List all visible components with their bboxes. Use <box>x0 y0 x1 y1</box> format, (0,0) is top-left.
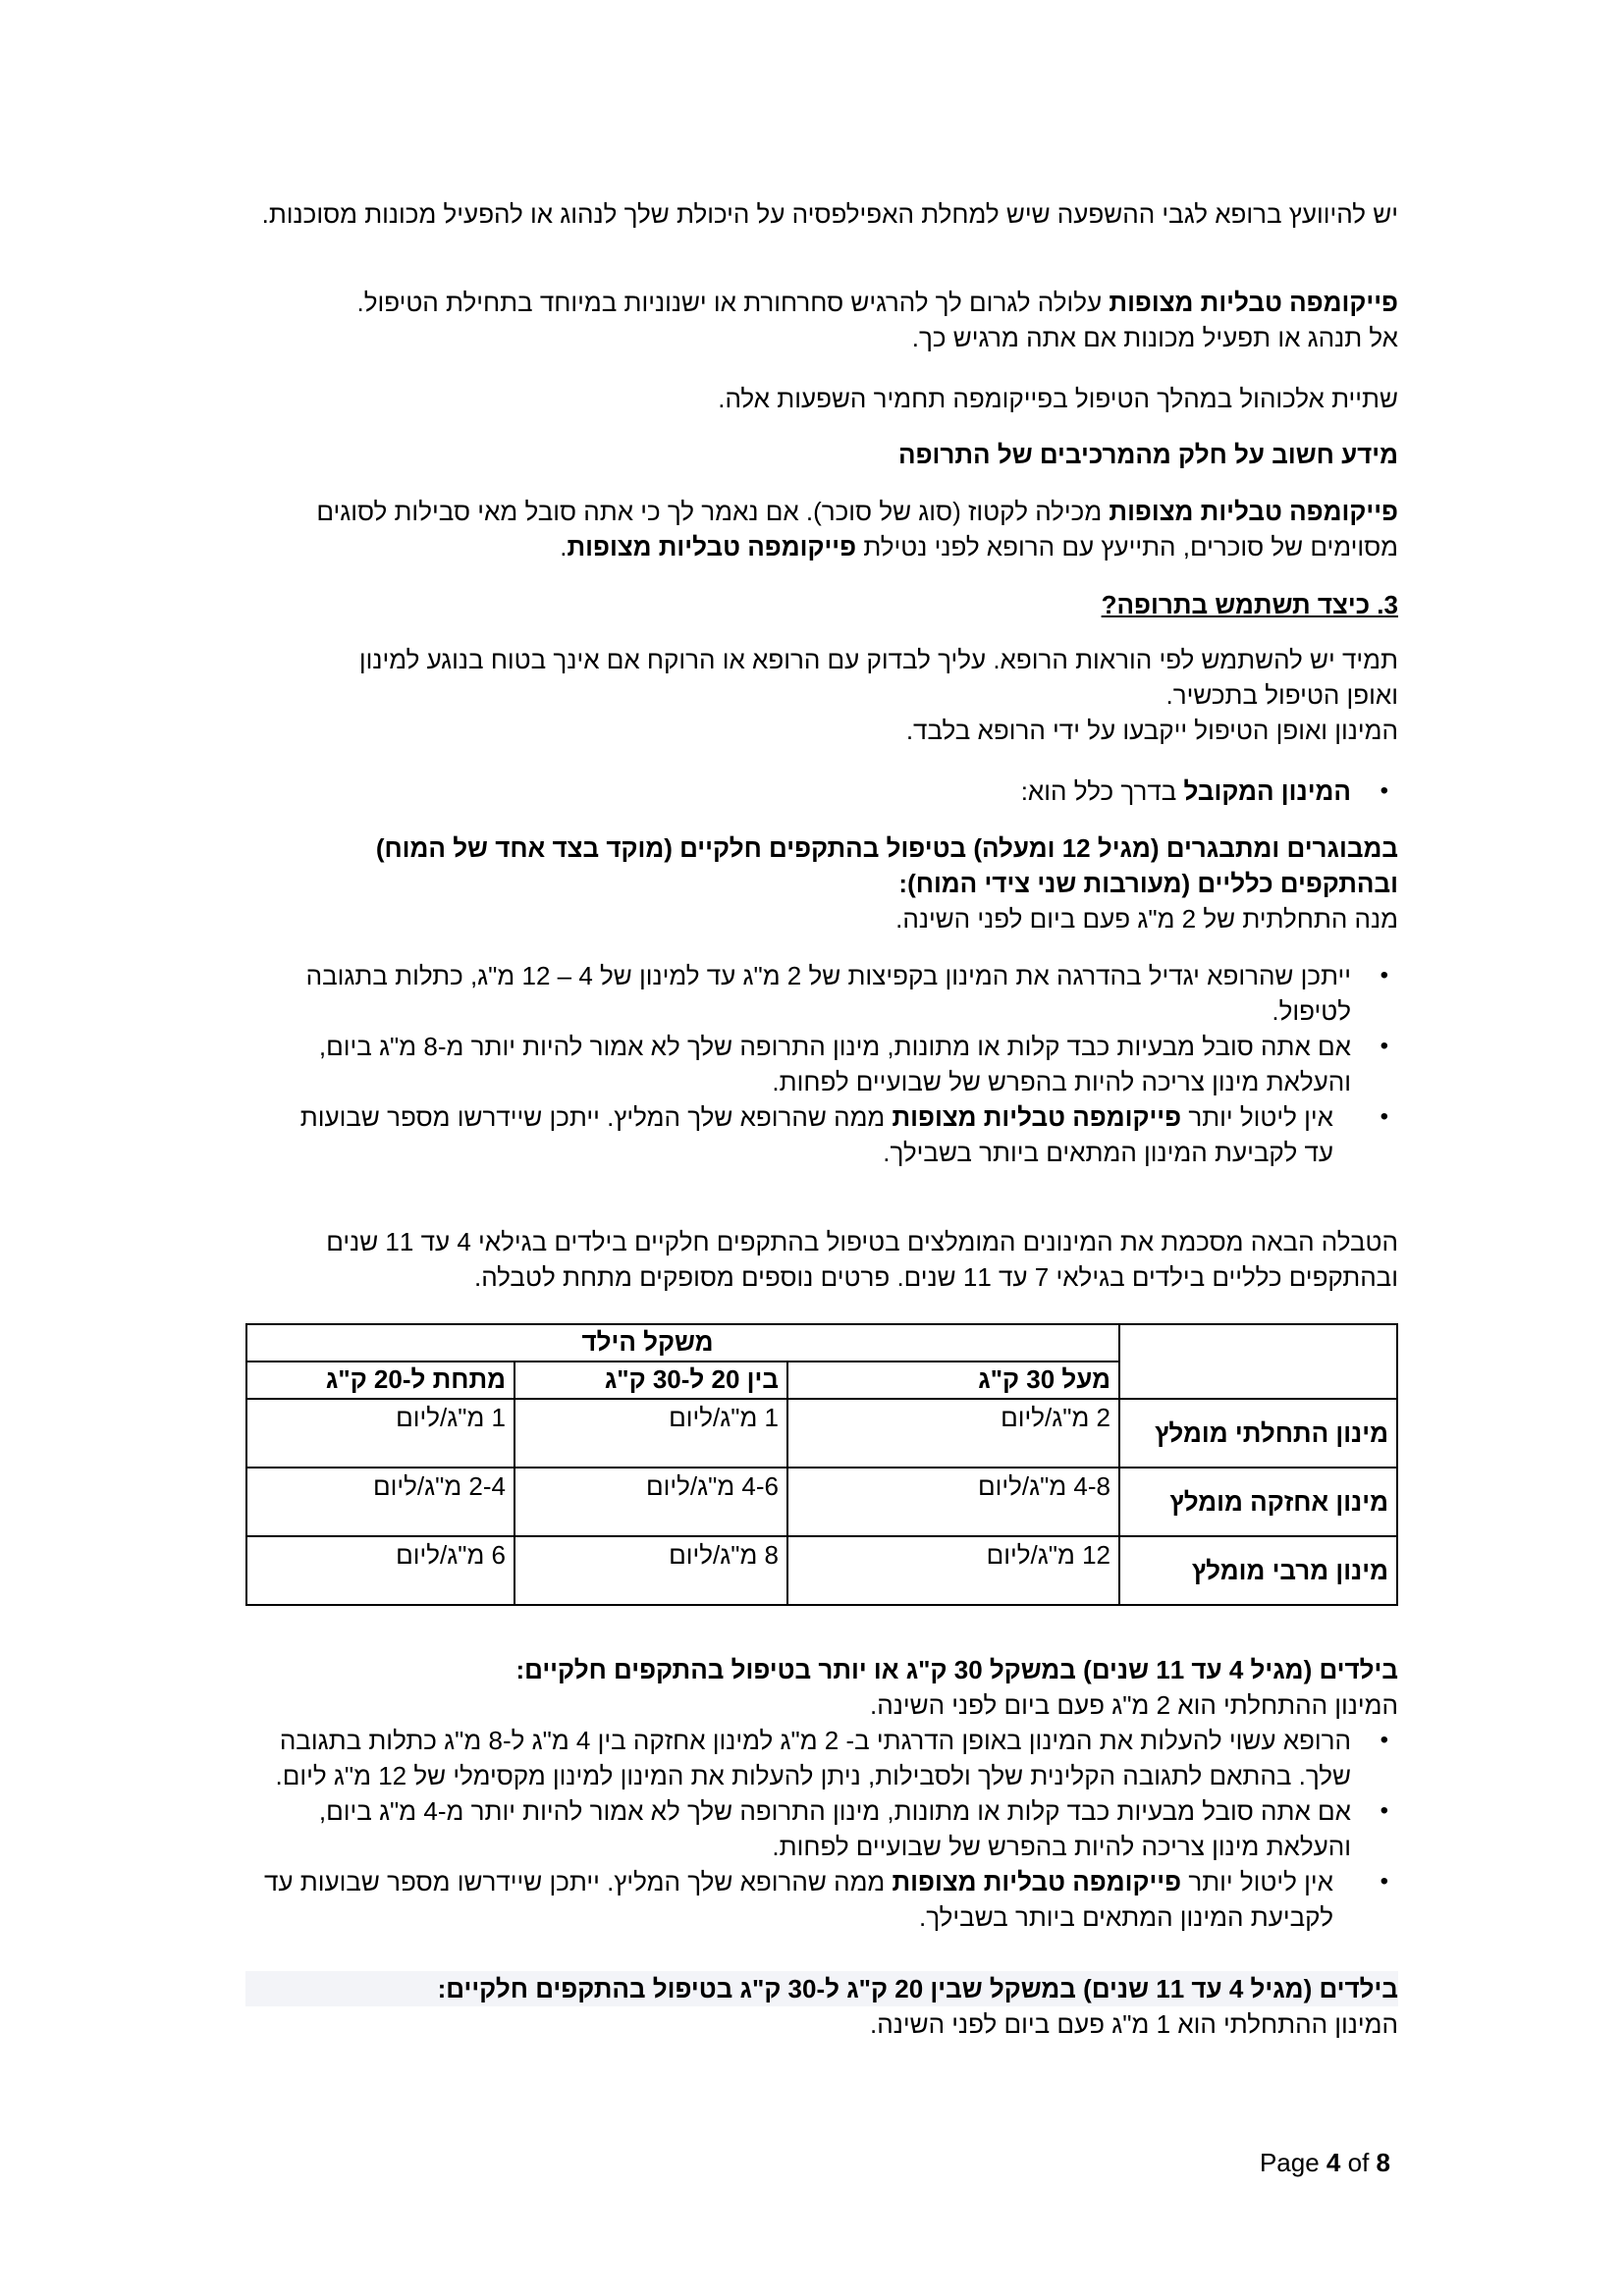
list-item: • אם אתה סובל מבעיות כבד קלות או מתונות, מינון התרופה שלך לא אמור להיות יותר מ-4 מ"ג ביום, והעלאת מינון צריכה להיות בהפרש של שבועיים לפחות. <box>257 1793 1398 1864</box>
bullet-bold: המינון המקובל <box>1183 776 1351 806</box>
table-corner-cell <box>1119 1324 1397 1399</box>
table-cell: 4-6 מ"ג/ליום <box>514 1468 787 1536</box>
paragraph-alcohol: שתיית אלכוהול במהלך הטיפול בפייקומפה תחמיר השפעות אלה. <box>718 384 1398 413</box>
table-cell: 2-4 מ"ג/ליום <box>246 1468 514 1536</box>
page-word: Page <box>1259 2148 1320 2177</box>
page-total: 8 <box>1376 2148 1390 2177</box>
bullet-text: אין ליטול יותר <box>1181 1867 1333 1896</box>
paragraph-text: מכילה לקטוז (סוג של סוכר). אם נאמר לך כי אתה סובל מאי סבילות לסוגים מסוימים של סוכרים, התייעץ עם הרופא לפני נטילת <box>316 497 1398 561</box>
table-cell: 6 מ"ג/ליום <box>246 1536 514 1605</box>
bullet-text: ממה שהרופא שלך המליץ. ייתכן שיידרשו מספר שבועות עד לקביעת המינון המתאים ביותר בשבילך. <box>264 1867 1333 1932</box>
drug-name: פייקומפה טבליות מצופות <box>892 1867 1182 1896</box>
page-footer <box>1260 2145 1390 2180</box>
bullet-text: בדרך כלל הוא: <box>1020 776 1184 806</box>
table-row <box>246 1468 1397 1536</box>
drug-name: פייקומפה טבליות מצופות <box>1109 288 1398 317</box>
usual-dose-bullet <box>245 774 1398 809</box>
dose-table <box>245 1323 1398 1606</box>
table-cell: 4-8 מ"ג/ליום <box>787 1468 1119 1536</box>
paragraph-lactose <box>285 494 1398 564</box>
list-item: • ייתכן שהרופא יגדיל בהדרגה את המינון בקפיצות של 2 מ"ג עד למינון של 4 – 12 מ"ג, כתלות בתגובה לטיפול. <box>265 958 1398 1029</box>
heading-components: מידע חשוב על חלק מהמרכיבים של התרופה <box>898 440 1398 469</box>
section-heading-text: 3. כיצד תשתמש בתרופה? <box>1101 590 1398 619</box>
usage-line-2: המינון ואופן הטיפול ייקבעו על ידי הרופא בלבד. <box>905 716 1398 745</box>
table-cell: 8 מ"ג/ליום <box>514 1536 787 1605</box>
children30-heading: בילדים (מגיל 4 עד 11 שנים) במשקל 30 ק"ג או יותר בטיפול בהתקפים חלקיים: <box>515 1655 1398 1684</box>
drug-name: פייקומפה טבליות מצופות <box>892 1102 1182 1132</box>
usage-line-1: תמיד יש להשתמש לפי הוראות הרופא. עליך לבדוק עם הרופא או הרוקח אם אינך בטוח בנוגע למינון ואופן הטיפול בתכשיר. <box>358 645 1398 710</box>
table-cell: 1 מ"ג/ליום <box>246 1399 514 1468</box>
adults-bullets <box>265 958 1398 1170</box>
paragraph-dizziness <box>334 285 1398 355</box>
children30-initial-dose: המינון ההתחלתי הוא 2 מ"ג פעם ביום לפני השינה. <box>870 1690 1398 1720</box>
children20-section <box>245 1971 1398 2042</box>
bullet-text: ממה שהרופא שלך המליץ. ייתכן שיידרשו מספר שבועות עד לקביעת המינון המתאים ביותר בשבילך. <box>299 1102 1333 1167</box>
children30-bullets <box>257 1723 1398 1935</box>
table-row-label: מינון אחזקה מומלץ <box>1119 1468 1397 1536</box>
table-row <box>246 1536 1397 1605</box>
table-cell: 2 מ"ג/ליום <box>787 1399 1119 1468</box>
adults-section <box>285 830 1398 936</box>
paragraph-usage <box>314 642 1398 748</box>
table-column-header: מעל 30 ק"ג <box>787 1362 1119 1399</box>
children30-section <box>245 1652 1398 1723</box>
children20-heading: בילדים (מגיל 4 עד 11 שנים) במשקל שבין 20 ק"ג ל-30 ק"ג בטיפול בהתקפים חלקיים: <box>245 1971 1398 2006</box>
table-column-header: מתחת ל-20 ק"ג <box>246 1362 514 1399</box>
table-column-header: בין 20 ל-30 ק"ג <box>514 1362 787 1399</box>
paragraph-text: . <box>560 532 568 561</box>
list-item <box>257 1864 1398 1935</box>
table-header-row <box>246 1324 1397 1362</box>
children20-initial-dose: המינון ההתחלתי הוא 1 מ"ג פעם ביום לפני השינה. <box>870 2009 1398 2039</box>
table-row-label: מינון מרבי מומלץ <box>1119 1536 1397 1605</box>
drug-name: פייקומפה טבליות מצופות <box>567 532 857 561</box>
table-cell: 12 מ"ג/ליום <box>787 1536 1119 1605</box>
adults-initial-dose: מנה התחלתית של 2 מ"ג פעם ביום לפני השינה. <box>895 904 1398 934</box>
adults-heading: במבוגרים ומתבגרים (מגיל 12 ומעלה) בטיפול בהתקפים חלקיים (מוקד בצד אחד של המוח) ובהתקפים כלליים (מעורבות שני צידי המוח): <box>375 833 1398 898</box>
paragraph-text: עלולה לגרום לך להרגיש סחרחורת או ישנוניות במיוחד בתחילת הטיפול. אל תנהג או תפעיל מכונות אם אתה מרגיש כך. <box>356 288 1398 352</box>
page-number: 4 <box>1326 2148 1341 2177</box>
list-item <box>245 774 1398 809</box>
table-row-label: מינון התחלתי מומלץ <box>1119 1399 1397 1468</box>
bullet-text: אין ליטול יותר <box>1181 1102 1333 1132</box>
of-word: of <box>1347 2148 1370 2177</box>
table-intro: הטבלה הבאה מסכמת את המינונים המומלצים בטיפול בהתקפים חלקיים בילדים בגילאי 4 עד 11 שנים ובהתקפים כלליים בילדים בגילאי 7 עד 11 שנים. פרטים נוספים מסופקים מתחת לטבלה. <box>326 1227 1398 1292</box>
list-item: • אם אתה סובל מבעיות כבד קלות או מתונות, מינון התרופה שלך לא אמור להיות יותר מ-8 מ"ג ביום, והעלאת מינון צריכה להיות בהפרש של שבועיים לפחות. <box>265 1029 1398 1099</box>
paragraph-driving: יש להיוועץ ברופא לגבי ההשפעה שיש למחלת האפילפסיה על היכולת שלך לנהוג או להפעיל מכונות מסוכנות. <box>261 199 1398 229</box>
table-cell: 1 מ"ג/ליום <box>514 1399 787 1468</box>
section-heading <box>245 587 1398 622</box>
list-item <box>265 1099 1398 1170</box>
table-row <box>246 1399 1397 1468</box>
list-item: • הרופא עשוי להעלות את המינון באופן הדרגתי ב- 2 מ"ג למינון אחזקה בין 4 מ"ג ל-8 מ"ג כתלות בתגובה שלך. בהתאם לתגובה הקלינית שלך ולסבילות, ניתן להעלות את המינון למינון מקסימלי של 12 מ"ג ליום. <box>257 1723 1398 1793</box>
table-group-header: משקל הילד <box>246 1324 1119 1362</box>
drug-name: פייקומפה טבליות מצופות <box>1109 497 1398 526</box>
